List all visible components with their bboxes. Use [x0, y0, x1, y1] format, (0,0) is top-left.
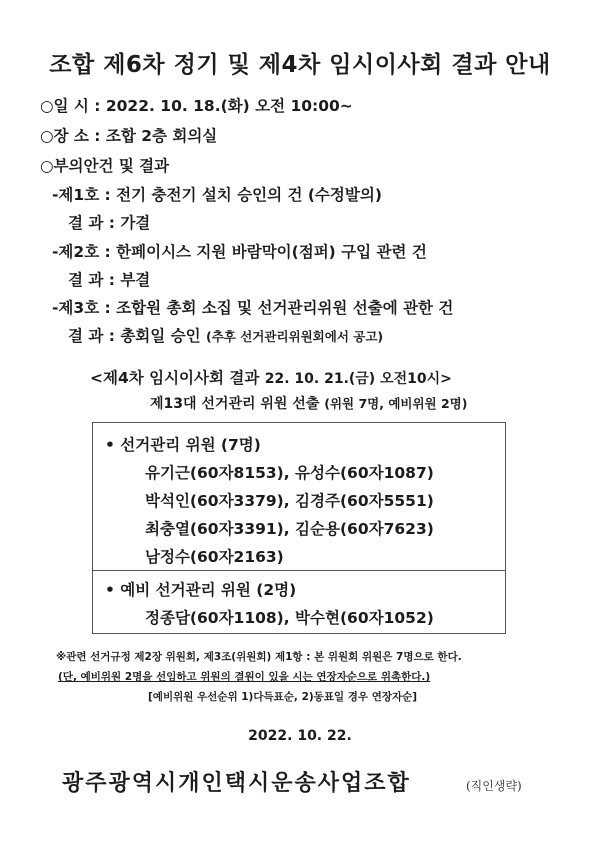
election-subheading-text: 제13대 선거관리 위원 선출: [150, 396, 320, 412]
meeting-place: ○장 소 : 조합 2층 회의실: [40, 127, 218, 145]
election-subheading-note: (위원 7명, 예비위원 2명): [324, 396, 468, 411]
agenda-result-1: 결 과 : 가결: [68, 214, 151, 232]
regulation-note-detail: (단, 예비위원 2명을 선임하고 위원의 결원이 있을 시는 연장자순으로 위촉한다.): [58, 671, 431, 683]
agenda-result-3: [68, 324, 383, 346]
reserve-priority-note: [예비위원 우선순위 1)다득표순, 2)동표일 경우 연장자순]: [148, 691, 418, 703]
special-heading-date: 22. 10. 21.(금) 오전10시>: [264, 371, 452, 387]
committee-box: [92, 422, 506, 634]
main-member-row: 유기근(60자8153), 유성수(60자1087): [145, 464, 434, 482]
regulation-note: ※관련 선거규정 제2장 위원회, 제3조(위원회) 제1항 : 본 위원회 위원은 7명으로 한다.: [56, 651, 462, 663]
issue-date: 2022. 10. 22.: [248, 728, 352, 744]
meeting-date: ○일 시 : 2022. 10. 18.(화) 오전 10:00~: [40, 97, 353, 115]
election-subheading: [150, 393, 467, 413]
agenda-result-3-text: 결 과 : 총회일 승인: [68, 327, 201, 345]
document-title: 조합 제6차 정기 및 제4차 임시이사회 결과 안내: [49, 52, 551, 78]
main-member-row: 박석인(60자3379), 김경주(60자5551): [145, 492, 434, 510]
organization-name: 광주광역시개인택시운송사업조합: [62, 770, 411, 796]
reserve-committee-title: • 예비 선거관리 위원 (2명): [105, 581, 297, 599]
agenda-header: ○부의안건 및 결과: [40, 157, 170, 175]
main-member-row: 최충열(60자3391), 김순용(60자7623): [145, 520, 434, 538]
agenda-item-2: -제2호 : 한페이시스 지원 바람막이(점퍼) 구입 관련 건: [52, 243, 427, 261]
box-divider: [93, 570, 505, 571]
special-meeting-heading: [90, 366, 452, 388]
agenda-item-1: -제1호 : 전기 충전기 설치 승인의 건 (수정발의): [52, 186, 382, 204]
reserve-member-row: 정종담(60자1108), 박수현(60자1052): [145, 609, 434, 627]
agenda-result-2: 결 과 : 부결: [68, 271, 151, 289]
main-member-row: 남정수(60자2163): [145, 548, 284, 566]
seal-omitted-note: (직인생략): [466, 779, 522, 793]
agenda-result-3-note: (추후 선거관리위원회에서 공고): [206, 329, 384, 344]
special-heading-text: <제4차 임시이사회 결과: [90, 369, 260, 387]
main-committee-title: • 선거관리 위원 (7명): [105, 436, 261, 454]
agenda-item-3: -제3호 : 조합원 총회 소집 및 선거관리위원 선출에 관한 건: [52, 299, 454, 317]
